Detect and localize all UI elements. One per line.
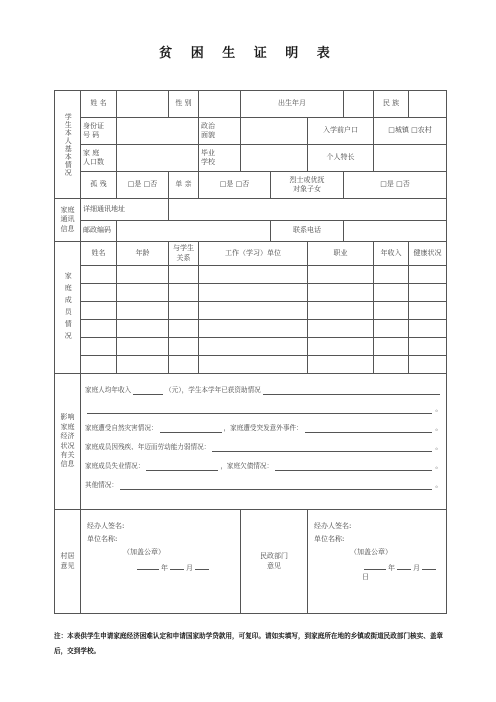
member-cell[interactable] <box>199 302 308 320</box>
member-cell[interactable] <box>169 266 199 284</box>
member-cell[interactable] <box>199 356 308 374</box>
civil-signer-label: 经办人签名: <box>314 522 352 530</box>
specialty-label: 个人特长 <box>308 145 374 172</box>
member-cell[interactable] <box>81 266 117 284</box>
village-signer-label: 经办人签名: <box>87 522 125 530</box>
member-cell[interactable] <box>409 320 447 338</box>
aid-received-label: （元），学生本学年已获资助情况 <box>165 386 261 395</box>
member-row <box>55 320 447 338</box>
member-header-name: 姓名 <box>81 242 117 266</box>
postcode-field[interactable] <box>117 221 271 242</box>
village-opinion-label: 村居 意见 <box>55 510 81 614</box>
birth-label: 出生年月 <box>241 91 344 118</box>
form-title: 贫 困 生 证 明 表 <box>159 46 337 61</box>
member-cell[interactable] <box>81 320 117 338</box>
family-size-label: 家 庭 人口数 <box>81 145 117 172</box>
member-header-health: 健康状况 <box>409 242 447 266</box>
member-cell[interactable] <box>81 302 117 320</box>
member-cell[interactable] <box>117 338 169 356</box>
family-members-section-label: 家庭成员情况 <box>55 242 81 374</box>
disability-label: 家庭成员因残疾、年迈而劳动能力弱情况： <box>85 443 211 452</box>
single-parent-options[interactable]: □是 □否 <box>199 172 271 199</box>
member-cell[interactable] <box>374 302 409 320</box>
address-field[interactable] <box>169 199 447 221</box>
civil-affairs-opinion-label: 民政部门 意见 <box>241 510 308 614</box>
poverty-certificate-form <box>54 90 447 614</box>
member-cell[interactable] <box>308 266 374 284</box>
member-cell[interactable] <box>308 338 374 356</box>
disability-blank[interactable] <box>212 443 432 452</box>
member-cell[interactable] <box>308 302 374 320</box>
member-row <box>55 284 447 302</box>
member-cell[interactable] <box>409 338 447 356</box>
member-header-workplace: 工作（学习）单位 <box>199 242 308 266</box>
factor-line-continued: 。 <box>85 399 442 414</box>
member-cell[interactable] <box>409 356 447 374</box>
aid-received-blank-2[interactable] <box>87 405 432 414</box>
factor-line-unemployment: 家庭成员失业情况： ，家庭欠债情况： 。 <box>85 462 442 471</box>
village-stamp-label: （加盖公章） <box>123 548 165 556</box>
member-header-age: 年龄 <box>117 242 169 266</box>
member-cell[interactable] <box>374 266 409 284</box>
footnote: 注：本表供学生申请家庭经济困难认定和申请国家助学贷款用，可复印。请如实填写，到家庭所在地的乡镇或街道民政部门核实、盖章后，交到学校。 <box>54 632 444 655</box>
member-header-occupation: 职业 <box>308 242 374 266</box>
economic-factors-section-label: 影响 家庭 经济 状况 有关 信息 <box>55 374 81 510</box>
member-cell[interactable] <box>169 320 199 338</box>
member-row <box>55 266 447 284</box>
political-field[interactable] <box>241 118 308 145</box>
member-cell[interactable] <box>81 338 117 356</box>
orphan-options[interactable]: □是 □否 <box>117 172 169 199</box>
member-cell[interactable] <box>308 284 374 302</box>
member-cell[interactable] <box>374 338 409 356</box>
id-card-label: 身份证 号 码 <box>81 118 117 145</box>
basic-info-section-label: 学生本人基本情况 <box>55 91 81 199</box>
other-blank[interactable] <box>120 481 432 490</box>
political-label: 政治 面貌 <box>199 118 241 145</box>
accident-label: ，家庭遭受突发意外事件： <box>223 424 303 433</box>
civil-signature-block[interactable] <box>308 510 447 614</box>
village-date-line: 年 月 <box>87 561 234 574</box>
member-cell[interactable] <box>199 284 308 302</box>
family-size-field[interactable] <box>117 145 199 172</box>
hukou-options[interactable]: □城镇 □农村 <box>374 118 447 145</box>
member-cell[interactable] <box>169 356 199 374</box>
member-cell[interactable] <box>199 320 308 338</box>
member-cell[interactable] <box>308 356 374 374</box>
phone-label: 联系电话 <box>271 221 344 242</box>
member-cell[interactable] <box>374 320 409 338</box>
member-header-income: 年收入 <box>374 242 409 266</box>
name-field[interactable] <box>117 91 169 118</box>
disaster-blank[interactable] <box>160 424 222 433</box>
birth-field[interactable] <box>344 91 374 118</box>
gender-label: 性 别 <box>169 91 199 118</box>
member-row <box>55 338 447 356</box>
economic-factors-block <box>81 374 447 510</box>
contact-section-label: 家庭 通讯 信息 <box>55 199 81 242</box>
unemployment-blank[interactable] <box>146 462 218 471</box>
name-label: 姓 名 <box>81 91 117 118</box>
civil-stamp-label: （加盖公章） <box>350 548 392 556</box>
other-label: 其他情况： <box>85 481 118 490</box>
martyr-label: 烈士或优抚 对象子女 <box>271 172 344 199</box>
avg-income-label: 家庭人均年收入 <box>85 386 132 395</box>
member-cell[interactable] <box>169 302 199 320</box>
address-label: 详细通讯地址 <box>81 199 169 221</box>
member-cell[interactable] <box>199 338 308 356</box>
school-field[interactable] <box>241 145 308 172</box>
village-signature-block[interactable] <box>81 510 241 614</box>
single-parent-label: 单 亲 <box>169 172 199 199</box>
member-cell[interactable] <box>374 356 409 374</box>
civil-unit-label: 单位名称: <box>314 535 345 543</box>
factor-line-other: 其他情况： 。 <box>85 481 442 490</box>
member-cell[interactable] <box>169 338 199 356</box>
gender-field[interactable] <box>199 91 241 118</box>
member-cell[interactable] <box>374 284 409 302</box>
member-cell[interactable] <box>169 284 199 302</box>
member-cell[interactable] <box>81 284 117 302</box>
member-cell[interactable] <box>117 266 169 284</box>
disaster-label: 家庭遭受自然灾害情况： <box>85 424 158 433</box>
postcode-label: 邮政编码 <box>81 221 117 242</box>
member-header-relation: 与学生 关系 <box>169 242 199 266</box>
accident-blank[interactable] <box>305 424 433 433</box>
phone-field[interactable] <box>344 221 447 242</box>
member-cell[interactable] <box>308 320 374 338</box>
martyr-options[interactable]: □是 □否 <box>344 172 447 199</box>
unemployment-label: 家庭成员失业情况： <box>85 462 145 471</box>
factor-line-disability: 家庭成员因残疾、年迈而劳动能力弱情况： 。 <box>85 443 442 452</box>
member-cell[interactable] <box>117 284 169 302</box>
member-cell[interactable] <box>199 266 308 284</box>
factor-line-income <box>85 380 442 395</box>
hukou-label: 入学前户口 <box>308 118 374 145</box>
member-cell[interactable] <box>117 302 169 320</box>
member-cell[interactable] <box>409 284 447 302</box>
specialty-field[interactable] <box>374 145 447 172</box>
village-unit-label: 单位名称: <box>87 535 118 543</box>
civil-date-line: 年 月日 <box>314 561 440 574</box>
school-label: 毕业 学校 <box>199 145 241 172</box>
ethnic-label: 民 族 <box>374 91 409 118</box>
member-cell[interactable] <box>117 320 169 338</box>
member-cell[interactable] <box>409 302 447 320</box>
avg-income-blank[interactable] <box>133 386 163 395</box>
member-cell[interactable] <box>409 266 447 284</box>
member-row <box>55 302 447 320</box>
debt-blank[interactable] <box>275 462 432 471</box>
aid-received-blank[interactable] <box>263 386 440 395</box>
member-cell[interactable] <box>117 356 169 374</box>
debt-label: ，家庭欠债情况： <box>220 462 274 471</box>
member-cell[interactable] <box>81 356 117 374</box>
factor-line-disaster: 家庭遭受自然灾害情况： ，家庭遭受突发意外事件： 。 <box>85 424 442 433</box>
id-card-field[interactable] <box>117 118 199 145</box>
orphan-label: 孤 残 <box>81 172 117 199</box>
member-row <box>55 356 447 374</box>
ethnic-field[interactable] <box>409 91 447 118</box>
